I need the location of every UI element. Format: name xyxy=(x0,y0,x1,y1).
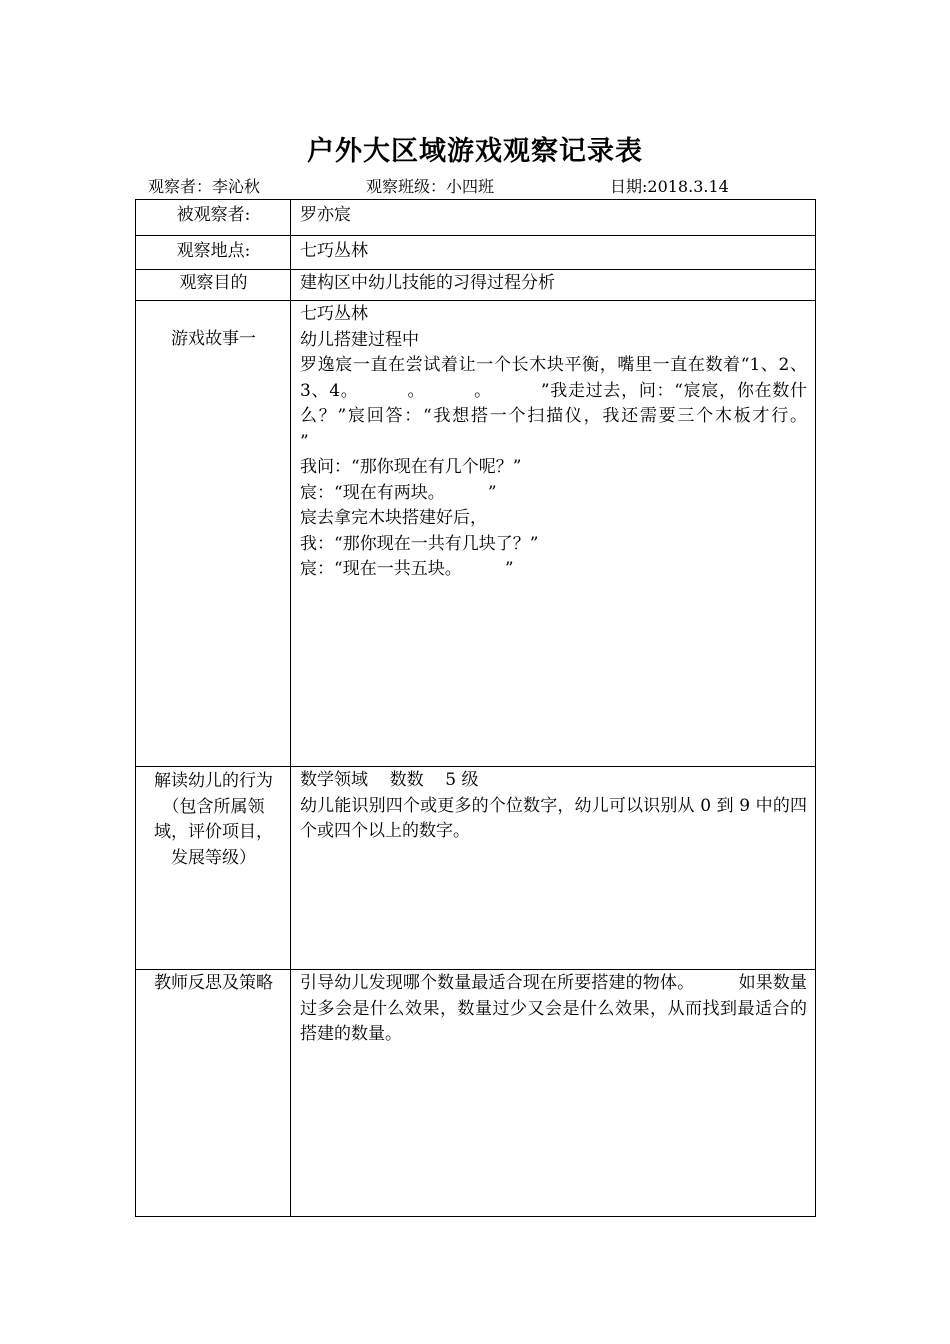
row-interpretation xyxy=(136,767,816,970)
story-content xyxy=(291,301,851,767)
document-title: 户外大区域游戏观察记录表 xyxy=(307,136,643,167)
reflection-text: 引导幼儿发现哪个数量最适合现在所要搭建的物体。 如果数量过多会是什么效果，数量过少又会是什么效果，从而找到最适合的搭建的数量。 xyxy=(300,973,807,1044)
location-value: 七巧丛林 xyxy=(291,236,816,270)
story-line: 罗逸宸一直在尝试着让一个长木块平衡，嘴里一直在数着“1、2、3、4。 。 。 ”我走过去，问：“宸宸，你在数什么？”宸回答：“我想搭一个扫描仪，我还需要三个木板才行。 ” xyxy=(300,355,851,452)
observer-field: 观察者：李沁秋 xyxy=(148,177,261,196)
story-label xyxy=(136,301,291,767)
interpretation-label xyxy=(136,767,291,970)
interpretation-line: 数学领域 数数 5 级 xyxy=(300,770,479,790)
interpretation-content xyxy=(291,767,816,970)
story-line: 幼儿搭建过程中 xyxy=(300,329,419,350)
purpose-label: 观察目的 xyxy=(136,270,291,301)
date-field: 日期:2018.3.14 xyxy=(610,177,729,196)
row-purpose xyxy=(136,270,816,301)
row-story xyxy=(136,301,816,767)
purpose-value: 建构区中幼儿技能的习得过程分析 xyxy=(291,270,816,301)
story-line: 我问：“那你现在有几个呢？” xyxy=(300,457,522,477)
reflection-content xyxy=(291,970,816,1217)
row-reflection xyxy=(136,970,816,1217)
interpretation-label-line: （包含所属领 xyxy=(162,796,265,817)
observation-table xyxy=(135,199,851,1217)
interpretation-label-line: 域，评价项目， xyxy=(154,822,273,842)
story-line: 宸去拿完木块搭建好后， xyxy=(300,508,487,528)
row-observed xyxy=(136,200,816,236)
story-line: 我：“那你现在一共有几块了？” xyxy=(300,533,539,554)
row-location xyxy=(136,236,816,270)
interpretation-label-line: 发展等级） xyxy=(171,847,256,868)
interpretation-line: 幼儿能识别四个或更多的个位数字，幼儿可以识别从 0 到 9 中的四个或四个以上的数字。 xyxy=(300,795,807,841)
observed-value: 罗亦宸 xyxy=(291,200,816,236)
reflection-label: 教师反思及策略 xyxy=(136,970,291,1217)
observed-label: 被观察者: xyxy=(136,200,291,236)
class-field: 观察班级：小四班 xyxy=(366,177,495,196)
story-line: 宸：“现在一共五块。 ” xyxy=(300,559,514,579)
interpretation-label-line: 解读幼儿的行为 xyxy=(154,771,273,791)
story-line: 七巧丛林 xyxy=(300,304,368,324)
location-label: 观察地点: xyxy=(136,236,291,270)
story-label-text: 游戏故事一 xyxy=(171,329,256,349)
story-line: 宸：“现在有两块。 ” xyxy=(300,482,497,503)
